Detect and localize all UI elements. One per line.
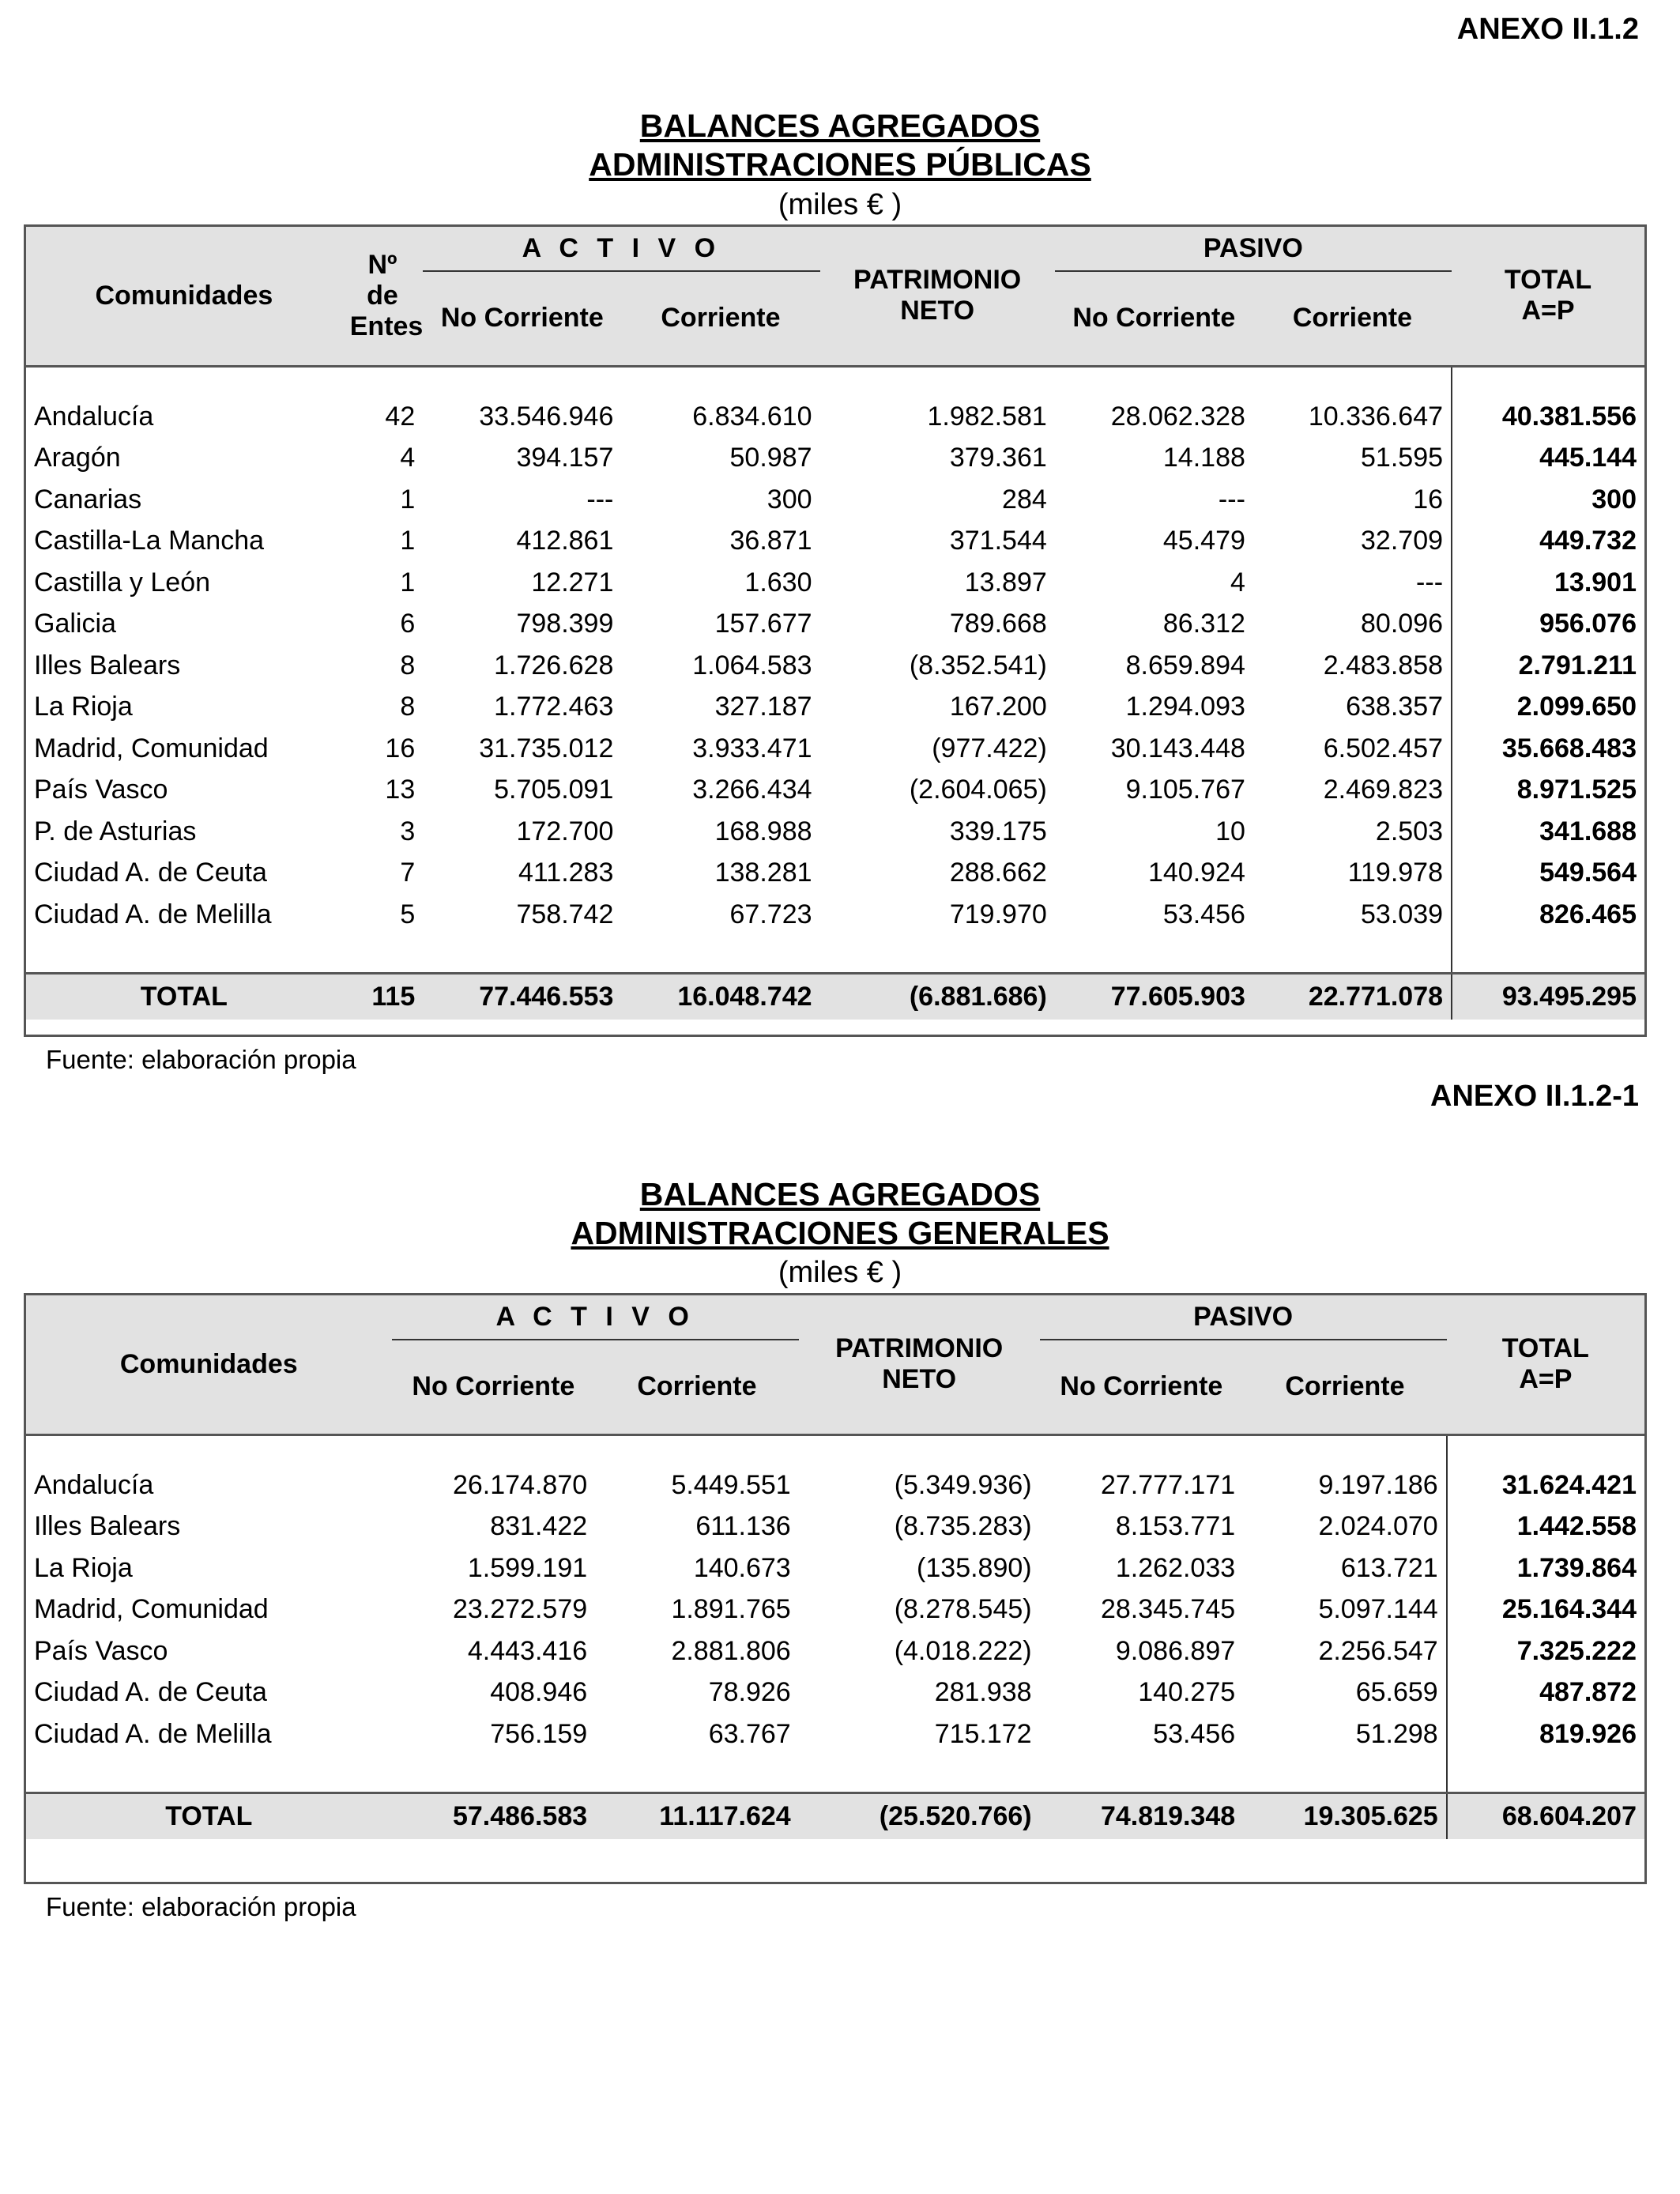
header-patrimonio-neto: PATRIMONIO NETO [820,227,1055,366]
cell-total: 13.901 [1452,562,1644,604]
cell-anc: 798.399 [516,609,614,639]
cell-pnc: 4 [1230,567,1245,598]
header-pasivo-no-corriente: No Corriente [1055,271,1253,366]
cell-pnc: 10 [1215,816,1245,846]
cell-pn: (2.604.065) [909,775,1047,805]
total-ac: 11.117.624 [659,1800,791,1831]
cell-total: 956.076 [1452,604,1644,646]
row-community-name: Castilla-La Mancha [34,526,265,556]
t1-grid [26,227,1644,1020]
cell-pn: 281.938 [934,1677,1032,1708]
row-community-name: La Rioja [34,1552,133,1583]
header-pasivo-corriente: Corriente [1243,1340,1447,1434]
cell-ac: 3.933.471 [692,733,812,763]
cell-pnc: 8.659.894 [1125,650,1245,680]
cell-anc: 172.700 [516,816,614,846]
table1-title-line1: BALANCES AGREGADOS [639,107,1041,144]
table-row [26,645,1644,687]
cell-entes: 1 [400,567,416,598]
cell-ac: 50.987 [729,443,812,473]
total-ac: 16.048.742 [677,981,812,1012]
cell-total: 31.624.421 [1447,1465,1644,1506]
row-community-name: P. de Asturias [34,816,197,846]
cell-ac: 63.767 [708,1718,791,1749]
cell-entes: 42 [385,401,416,432]
total-row [26,1793,1644,1839]
row-community-name: Andalucía [34,1469,154,1500]
total-pc: 22.771.078 [1308,981,1444,1012]
t2-grid [26,1295,1644,1839]
cell-total: 487.872 [1447,1672,1644,1714]
cell-pc: 51.595 [1361,443,1444,473]
cell-anc: 23.272.579 [452,1594,588,1625]
cell-pc: 2.483.858 [1323,650,1444,680]
table2 [24,1293,1647,1884]
cell-pc: 53.039 [1361,899,1444,929]
cell-pn: 789.668 [949,609,1047,639]
row-community-name: La Rioja [34,692,133,722]
cell-anc: 31.735.012 [479,733,614,763]
row-community-name: País Vasco [34,775,168,805]
cell-pnc: 30.143.448 [1110,733,1245,763]
cell-anc: 12.271 [531,567,614,598]
total-row [26,974,1644,1020]
cell-total: 2.099.650 [1452,687,1644,729]
cell-pc: 6.502.457 [1323,733,1444,763]
table1-units: (miles € ) [778,188,902,221]
annex-label-2: ANEXO II.1.2-1 [1430,1080,1639,1113]
cell-anc: 831.422 [490,1511,588,1542]
cell-ac: 138.281 [714,858,812,888]
cell-pn: (4.018.222) [894,1635,1032,1666]
total-pn: (6.881.686) [909,981,1047,1012]
cell-entes: 3 [400,816,416,846]
cell-pc: 2.469.823 [1323,775,1444,805]
cell-pn: 1.982.581 [927,401,1047,432]
cell-ac: 611.136 [695,1511,791,1542]
table-row [26,521,1644,563]
cell-pn: (8.352.541) [909,650,1047,680]
row-community-name: Ciudad A. de Ceuta [34,858,267,888]
cell-anc: 5.705.091 [494,775,614,805]
header-pasivo: PASIVO [1040,1295,1447,1340]
cell-entes: 8 [400,650,416,680]
header-comunidades: Comunidades [26,1295,392,1434]
cell-pc: 80.096 [1361,609,1444,639]
cell-pn: 719.970 [949,899,1047,929]
table-row [26,1465,1644,1506]
cell-total: 341.688 [1452,811,1644,853]
cell-ac: 6.834.610 [692,401,812,432]
cell-ac: 157.677 [714,609,812,639]
cell-pnc: 28.345.745 [1100,1594,1236,1625]
cell-anc: 1.599.191 [467,1552,588,1583]
cell-pnc: 53.456 [1153,1718,1236,1749]
table2-title-line1: BALANCES AGREGADOS [639,1176,1041,1212]
cell-anc: 411.283 [518,858,614,888]
cell-ac: 1.064.583 [692,650,812,680]
cell-anc: 408.946 [490,1677,588,1708]
total-pn: (25.520.766) [879,1800,1032,1831]
cell-pnc: 140.924 [1147,858,1245,888]
cell-pc: 2.256.547 [1318,1635,1438,1666]
cell-anc: 394.157 [516,443,614,473]
table-row [26,562,1644,604]
row-community-name: Madrid, Comunidad [34,1594,269,1625]
cell-pnc: 9.105.767 [1125,775,1245,805]
cell-pn: 288.662 [949,858,1047,888]
cell-ac: 36.871 [729,526,812,556]
cell-entes: 1 [400,526,416,556]
table-row [26,811,1644,853]
total-total: 93.495.295 [1452,974,1644,1020]
cell-pc: --- [1416,567,1444,598]
cell-pc: 32.709 [1361,526,1444,556]
cell-pnc: 28.062.328 [1110,401,1245,432]
table1-title-line2: ADMINISTRACIONES PÚBLICAS [589,146,1091,183]
cell-total: 300 [1452,479,1644,521]
row-community-name: Ciudad A. de Melilla [34,1718,272,1749]
row-community-name: País Vasco [34,1635,168,1666]
cell-ac: 300 [767,484,812,515]
cell-pc: 16 [1413,484,1444,515]
header-activo: A C T I V O [392,1295,799,1340]
table1-source: Fuente: elaboración propia [46,1045,356,1074]
header-total: TOTAL A=P [1447,1295,1644,1434]
row-community-name: Ciudad A. de Melilla [34,899,272,929]
total-entes: 115 [371,981,416,1012]
cell-pn: 379.361 [949,443,1047,473]
cell-total: 445.144 [1452,438,1644,480]
cell-pnc: 27.777.171 [1100,1469,1236,1500]
cell-pnc: 140.275 [1138,1677,1236,1708]
cell-total: 1.442.558 [1447,1506,1644,1548]
header-pasivo: PASIVO [1055,227,1452,271]
header-total: TOTAL A=P [1452,227,1644,366]
cell-ac: 3.266.434 [692,775,812,805]
cell-pnc: 1.294.093 [1125,692,1245,722]
cell-pn: 13.897 [964,567,1047,598]
cell-ac: 78.926 [708,1677,791,1708]
cell-pnc: 8.153.771 [1115,1511,1236,1542]
cell-pn: 167.200 [949,692,1047,722]
table-row [26,1506,1644,1548]
header-activo-corriente: Corriente [621,271,819,366]
cell-anc: 1.726.628 [494,650,614,680]
cell-pn: (977.422) [932,733,1047,763]
cell-total: 8.971.525 [1452,770,1644,812]
cell-total: 826.465 [1452,894,1644,936]
table-row [26,687,1644,729]
header-pasivo-no-corriente: No Corriente [1040,1340,1244,1434]
cell-ac: 2.881.806 [671,1635,791,1666]
cell-total: 35.668.483 [1452,728,1644,770]
cell-pnc: --- [1218,484,1245,515]
cell-total: 549.564 [1452,853,1644,895]
table-row [26,1713,1644,1755]
header-entes: Nº de Entes [342,227,424,366]
header-pasivo-corriente: Corriente [1253,271,1452,366]
cell-anc: 26.174.870 [452,1469,588,1500]
cell-ac: 1.630 [744,567,812,598]
cell-pc: 10.336.647 [1308,401,1444,432]
cell-ac: 1.891.765 [671,1594,791,1625]
total-pnc: 74.819.348 [1100,1800,1236,1831]
table-row [26,438,1644,480]
cell-anc: --- [586,484,614,515]
cell-pnc: 9.086.897 [1115,1635,1236,1666]
table1 [24,224,1647,1037]
cell-ac: 67.723 [729,899,812,929]
cell-ac: 168.988 [714,816,812,846]
row-community-name: Andalucía [34,401,154,432]
total-label: TOTAL [140,981,228,1012]
cell-anc: 756.159 [490,1718,588,1749]
cell-pn: 339.175 [949,816,1047,846]
cell-pn: 715.172 [934,1718,1032,1749]
table-row [26,1630,1644,1672]
cell-pc: 51.298 [1355,1718,1438,1749]
table2-source: Fuente: elaboración propia [46,1892,356,1921]
cell-pc: 2.024.070 [1318,1511,1438,1542]
row-community-name: Castilla y León [34,567,211,598]
cell-total: 40.381.556 [1452,396,1644,438]
cell-pn: 284 [1002,484,1047,515]
cell-pc: 2.503 [1375,816,1444,846]
cell-anc: 33.546.946 [479,401,614,432]
cell-entes: 4 [400,443,416,473]
cell-pnc: 1.262.033 [1115,1552,1236,1583]
total-pc: 19.305.625 [1303,1800,1438,1831]
cell-anc: 1.772.463 [494,692,614,722]
cell-ac: 5.449.551 [671,1469,791,1500]
total-pnc: 77.605.903 [1110,981,1245,1012]
row-community-name: Aragón [34,443,121,473]
cell-entes: 7 [400,858,416,888]
cell-pnc: 53.456 [1162,899,1245,929]
total-total: 68.604.207 [1447,1793,1644,1839]
table-row [26,396,1644,438]
total-label: TOTAL [165,1800,253,1831]
cell-total: 819.926 [1447,1713,1644,1755]
cell-pn: (135.890) [917,1552,1032,1583]
table-row [26,1547,1644,1589]
cell-anc: 412.861 [516,526,614,556]
table2-units: (miles € ) [778,1256,902,1289]
cell-total: 25.164.344 [1447,1589,1644,1631]
cell-pn: (5.349.936) [894,1469,1032,1500]
cell-total: 449.732 [1452,521,1644,563]
table2-title-line2: ADMINISTRACIONES GENERALES [571,1215,1109,1251]
cell-pnc: 14.188 [1162,443,1245,473]
table-row [26,1589,1644,1631]
cell-pnc: 45.479 [1162,526,1245,556]
total-anc: 57.486.583 [452,1800,588,1831]
total-anc: 77.446.553 [479,981,614,1012]
row-community-name: Illes Balears [34,650,181,680]
table-row [26,479,1644,521]
table-row [26,770,1644,812]
cell-pn: (8.735.283) [894,1511,1032,1542]
cell-total: 7.325.222 [1447,1630,1644,1672]
header-patrimonio-neto: PATRIMONIO NETO [799,1295,1040,1434]
cell-pnc: 86.312 [1162,609,1245,639]
header-activo-corriente: Corriente [595,1340,799,1434]
row-community-name: Canarias [34,484,142,515]
cell-entes: 6 [400,609,416,639]
cell-anc: 758.742 [516,899,614,929]
cell-pc: 5.097.144 [1318,1594,1438,1625]
cell-pc: 119.978 [1347,858,1444,888]
cell-pn: (8.278.545) [894,1594,1032,1625]
table-row [26,894,1644,936]
header-comunidades: Comunidades [26,227,342,366]
cell-entes: 1 [400,484,416,515]
row-community-name: Galicia [34,609,116,639]
cell-entes: 5 [400,899,416,929]
cell-ac: 140.673 [693,1552,791,1583]
cell-pn: 371.544 [949,526,1047,556]
cell-entes: 16 [385,733,416,763]
table-row [26,604,1644,646]
row-community-name: Madrid, Comunidad [34,733,269,763]
table-row [26,853,1644,895]
header-activo-no-corriente: No Corriente [423,271,621,366]
row-community-name: Illes Balears [34,1511,181,1542]
cell-pc: 9.197.186 [1318,1469,1438,1500]
cell-pc: 638.357 [1346,692,1444,722]
header-activo: A C T I V O [423,227,819,271]
cell-anc: 4.443.416 [467,1635,588,1666]
table-row [26,728,1644,770]
annex-label-1: ANEXO II.1.2 [1456,13,1639,46]
cell-ac: 327.187 [714,692,812,722]
cell-entes: 8 [400,692,416,722]
cell-pc: 65.659 [1355,1677,1438,1708]
cell-pc: 613.721 [1340,1552,1438,1583]
cell-entes: 13 [385,775,416,805]
header-activo-no-corriente: No Corriente [392,1340,596,1434]
row-community-name: Ciudad A. de Ceuta [34,1677,267,1708]
cell-total: 1.739.864 [1447,1547,1644,1589]
cell-total: 2.791.211 [1452,645,1644,687]
table-row [26,1672,1644,1714]
